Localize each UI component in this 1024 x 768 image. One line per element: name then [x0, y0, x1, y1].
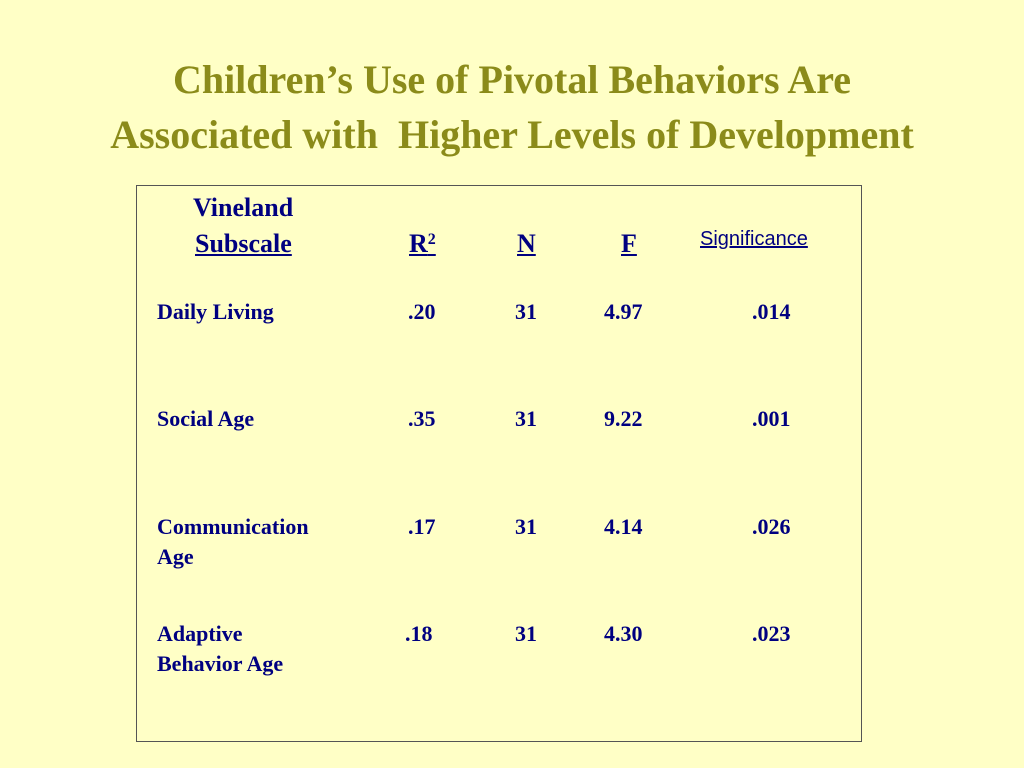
row-4-subscale: Adaptive	[157, 621, 243, 646]
slide-title-line-2: Associated with Higher Levels of Development	[110, 112, 914, 157]
slide-title	[0, 52, 1024, 162]
header-r-squared-base: R	[409, 229, 428, 258]
results-table	[136, 185, 862, 742]
row-4-r2: .18	[405, 621, 433, 646]
header-r-squared	[409, 227, 436, 261]
header-n: N	[517, 229, 536, 258]
row-3-subscale-cont: Age	[157, 544, 194, 569]
row-1-f: 4.97	[604, 299, 643, 324]
header-significance: Significance	[700, 228, 808, 250]
row-4-significance: .023	[752, 621, 791, 646]
row-2-significance: .001	[752, 406, 791, 431]
row-3-subscale: Communication	[157, 514, 309, 539]
header-f: F	[621, 229, 637, 258]
slide-title-line-1: Children’s Use of Pivotal Behaviors Are	[172, 57, 852, 102]
row-2-subscale: Social Age	[157, 406, 255, 431]
row-1-n: 31	[515, 299, 537, 324]
row-2-r2: .35	[408, 406, 436, 431]
row-4-n: 31	[515, 621, 537, 646]
row-1-significance: .014	[752, 299, 791, 324]
row-2-n: 31	[515, 406, 537, 431]
row-2-f: 9.22	[604, 406, 643, 431]
row-4-subscale-cont: Behavior Age	[157, 651, 284, 676]
row-3-n: 31	[515, 514, 537, 539]
row-3-f: 4.14	[604, 514, 643, 539]
row-1-subscale: Daily Living	[157, 299, 274, 324]
row-3-significance: .026	[752, 514, 791, 539]
row-1-r2: .20	[408, 299, 436, 324]
header-subscale: Subscale	[195, 229, 292, 258]
row-4-f: 4.30	[604, 621, 643, 646]
row-3-r2: .17	[408, 514, 436, 539]
header-vineland: Vineland	[193, 193, 294, 222]
header-r-squared-exponent: 2	[427, 231, 436, 248]
